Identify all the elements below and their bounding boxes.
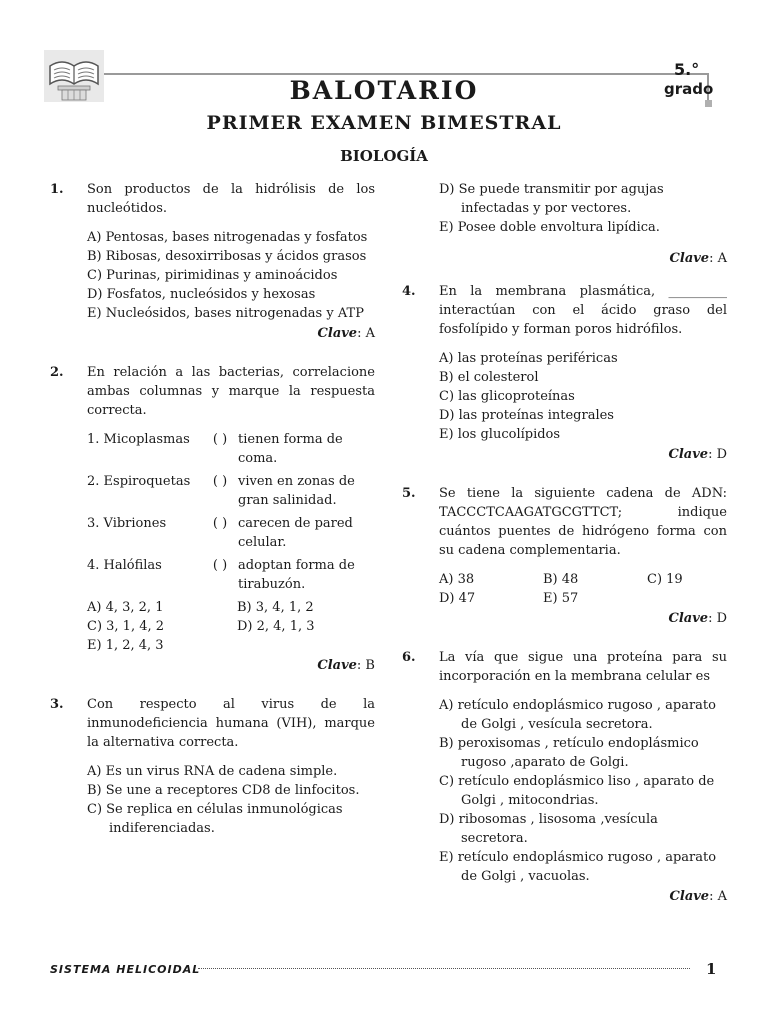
answer-key-label: Clave [669, 251, 710, 266]
answer-key-label: Clave [669, 889, 710, 904]
page-subtitle: PRIMER EXAMEN BIMESTRAL [206, 112, 562, 134]
match-right: adoptan forma de tirabuzón. [238, 558, 355, 592]
option-d: D) las proteínas integrales [439, 408, 614, 423]
answer-key [87, 324, 375, 343]
match-blank: ( ) [212, 558, 228, 573]
question-stem: Con respecto al virus de la inmunodeficiencia humana (VIH), marque la alternativa correcta. [87, 697, 375, 750]
option-c: C) Se replica en células inmunológicas indiferenciadas. [87, 802, 343, 836]
options-grid [87, 598, 375, 655]
option-e: E) 57 [543, 591, 579, 606]
option-b: B) Ribosas, desoxirribosas y ácidos grasos [87, 249, 367, 264]
question-6 [402, 648, 727, 906]
option-d: D) 47 [439, 591, 476, 606]
option-b: B) 3, 4, 1, 2 [237, 600, 314, 615]
answer-key-label: Clave [317, 326, 358, 341]
answer-key-label: Clave [317, 658, 357, 673]
question-stem: En la membrana plasmática, _________ interactúan con el ácido graso del fosfolípido y forman poros hidrófilos. [439, 284, 727, 337]
answer-key [439, 609, 727, 628]
question-stem: Son productos de la hidrólisis de los nucleótidos. [87, 182, 375, 216]
answer-key-value: : B [356, 658, 375, 673]
answer-key-label: Clave [668, 611, 709, 626]
answer-key-value: : A [357, 326, 375, 341]
option-e: E) Posee doble envoltura lipídica. [439, 220, 660, 235]
match-right: viven en zonas de gran salinidad. [238, 474, 355, 508]
answer-key [439, 249, 727, 268]
question-4 [402, 282, 727, 464]
option-c: C) las glicoproteínas [439, 389, 575, 404]
question-number: 4. [402, 284, 416, 299]
option-d: D) ribosomas , lisosoma ,vesícula secretora. [439, 812, 658, 846]
question-number: 2. [50, 365, 64, 380]
question-number: 6. [402, 650, 416, 665]
question-number: 5. [402, 486, 416, 501]
page-number: 1 [706, 960, 717, 978]
option-c: C) retículo endoplásmico liso , aparato de Golgi , mitocondrias. [439, 774, 715, 808]
subject-title: BIOLOGÍA [340, 147, 428, 165]
option-c: C) Purinas, pirimidinas y aminoácidos [87, 268, 338, 283]
match-blank: ( ) [212, 516, 228, 531]
option-b: B) Se une a receptores CD8 de linfocitos. [87, 783, 360, 798]
option-d: D) Fosfatos, nucleósidos y hexosas [87, 287, 316, 302]
option-a: A) Pentosas, bases nitrogenadas y fosfatos [87, 230, 368, 245]
question-1 [50, 180, 375, 343]
option-c: C) 19 [647, 572, 683, 587]
match-left: 1. Micoplasmas [87, 432, 190, 447]
match-left: 2. Espiroquetas [87, 474, 191, 489]
question-2 [50, 363, 375, 675]
question-3-continued [402, 180, 727, 268]
answer-key [87, 656, 375, 675]
option-e: E) 1, 2, 4, 3 [87, 638, 164, 653]
question-number: 3. [50, 697, 64, 712]
question-stem: La vía que sigue una proteína para su incorporación en la membrana celular es [439, 650, 727, 684]
match-blank: ( ) [212, 474, 228, 489]
option-a: A) 4, 3, 2, 1 [87, 600, 164, 615]
option-a: A) Es un virus RNA de cadena simple. [87, 764, 338, 779]
answer-key-value: : D [708, 447, 727, 462]
answer-key [439, 887, 727, 906]
match-left: 4. Halófilas [87, 558, 162, 573]
match-blank: ( ) [212, 432, 228, 447]
match-row [87, 556, 375, 594]
match-row [87, 430, 375, 468]
match-left: 3. Vibriones [87, 516, 167, 531]
answer-key-value: : D [708, 611, 727, 626]
question-5 [402, 484, 727, 628]
grade-label: grado [664, 80, 714, 98]
option-a: A) retículo endoplásmico rugoso , aparato de Golgi , vesícula secretora. [439, 698, 716, 732]
option-a: A) 38 [439, 572, 475, 587]
match-right: carecen de pared celular. [238, 516, 353, 550]
match-right: tienen forma de coma. [238, 432, 343, 466]
option-d: D) 2, 4, 1, 3 [237, 619, 315, 634]
match-row [87, 472, 375, 510]
option-e: E) los glucolípidos [439, 427, 561, 442]
question-number: 1. [50, 182, 64, 197]
option-e: E) retículo endoplásmico rugoso , aparato de Golgi , vacuolas. [439, 850, 717, 884]
question-stem: Se tiene la siguiente cadena de ADN: TACCCTCAAGATGCGTTCT; indique cuántos puentes de hidrógeno forma con su cadena complementaria. [439, 486, 727, 558]
grade-number: 5.° [674, 60, 700, 79]
option-b: B) el colesterol [439, 370, 539, 385]
right-column [402, 180, 727, 926]
option-c: C) 3, 1, 4, 2 [87, 619, 165, 634]
answer-key-value: : A [709, 889, 727, 904]
option-d: D) Se puede transmitir por agujas infectadas y por vectores. [439, 182, 664, 216]
answer-key-value: : A [709, 251, 727, 266]
answer-key [439, 445, 727, 464]
option-e: E) Nucleósidos, bases nitrogenadas y ATP [87, 306, 364, 321]
option-b: B) 48 [543, 572, 579, 587]
question-3 [50, 695, 375, 838]
left-column [50, 180, 375, 858]
option-b: B) peroxisomas , retículo endoplásmico rugoso ,aparato de Golgi. [439, 736, 699, 770]
options-grid [439, 570, 727, 608]
option-a: A) las proteínas periféricas [439, 351, 618, 366]
page-title: BALOTARIO [289, 76, 479, 105]
footer-dotted-rule [198, 968, 690, 969]
match-row [87, 514, 375, 552]
question-stem: En relación a las bacterias, correlacione ambas columnas y marque la respuesta correcta. [87, 365, 375, 418]
header-rule [95, 73, 707, 75]
answer-key-label: Clave [668, 447, 709, 462]
footer-brand: SISTEMA HELICOIDAL [50, 963, 201, 976]
